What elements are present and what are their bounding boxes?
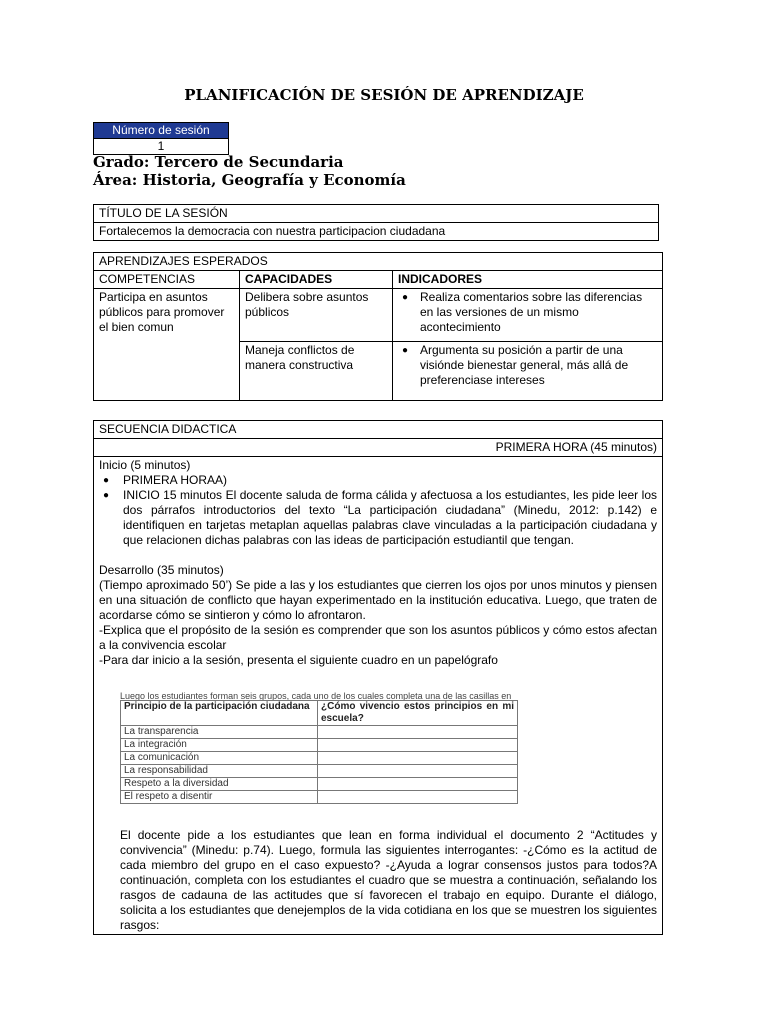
inicio-heading: Inicio (5 minutos)	[99, 458, 191, 472]
col-capacidades: CAPACIDADES	[240, 271, 393, 289]
session-title-header: TÍTULO DE LA SESIÓN	[94, 205, 659, 223]
secuencia-table	[93, 420, 663, 935]
list-item: ● INICIO 15 minutos El docente saluda de forma cálida y afectuosa a los estudiantes, les pide leer los dos párrafos introductorios del texto “La participación ciudadana” (Minedu, 2012: p.142) e identifiquen en tarjetas metaplan aquellas palabras clave vinculadas a la participación ciudadana y que relacionen dichas palabras con las ideas de participación estudiantil que tengan.	[123, 488, 657, 548]
page-title: PLANIFICACIÓN DE SESIÓN DE APRENDIZAJE	[184, 86, 584, 104]
aprendizajes-header: APRENDIZAJES ESPERADOS	[94, 253, 663, 271]
competencia-cell: Participa en asuntos públicos para promover el bien comun	[94, 289, 240, 401]
session-number-box	[93, 122, 229, 155]
paragraph: -Para dar inicio a la sesión, presenta el siguiente cuadro en un papelógrafo	[99, 653, 498, 667]
principios-col1: Principio de la participación ciudadana	[121, 701, 318, 726]
indicador-cell	[393, 289, 663, 342]
embedded-caption-cut: Luego los estudiantes forman seis grupos, cada uno de los cuales completa una de las casillas en	[120, 692, 512, 700]
indicador-item: ● Argumenta su posición a partir de una visiónde bienestar general, más allá de preferenciase intereses	[420, 343, 657, 388]
capacidad-cell: Maneja conflictos de manera constructiva	[240, 342, 393, 401]
table-row: La comunicación	[121, 752, 318, 765]
capacidad-cell: Delibera sobre asuntos públicos	[240, 289, 393, 342]
aprendizajes-table	[93, 252, 663, 401]
session-number-label: Número de sesión	[94, 123, 228, 139]
principios-table	[120, 700, 518, 804]
session-title-table	[93, 204, 659, 241]
hora-label: PRIMERA HORA (45 minutos)	[94, 439, 663, 457]
desarrollo-heading: Desarrollo (35 minutos)	[99, 563, 224, 577]
paragraph: -Explica que el propósito de la sesión es comprender que son los asuntos públicos y cómo estos afectan a la convivencia escolar	[99, 623, 657, 652]
table-row: La responsabilidad	[121, 765, 318, 778]
embedded-table-image	[120, 692, 518, 804]
grado-line: Grado: Tercero de Secundaria	[93, 153, 344, 171]
indicador-item: ● Realiza comentarios sobre las diferencias en las versiones de un mismo acontecimiento	[420, 290, 657, 335]
table-row: El respeto a disentir	[121, 791, 318, 804]
secuencia-header: SECUENCIA DIDACTICA	[94, 421, 663, 439]
table-row: Respeto a la diversidad	[121, 778, 318, 791]
session-title-value: Fortalecemos la democracia con nuestra participacion ciudadana	[94, 223, 659, 241]
session-number-value: 1	[157, 139, 165, 153]
area-line: Área: Historia, Geografía y Economía	[93, 171, 406, 189]
table-row: La transparencia	[121, 726, 318, 739]
col-competencias: COMPETENCIAS	[94, 271, 240, 289]
table-row: La integración	[121, 739, 318, 752]
paragraph: El docente pide a los estudiantes que lean en forma individual el documento 2 “Actitudes y convivencia” (Minedu: p.74). Luego, formula las siguientes interrogantes: -¿Cómo es la actitud de cada miembro del grupo en el caso expuesto? -¿Ayuda a lograr consensos justos para todos?A continuación, completa con los estudiantes el cuadro que se muestra a continuación, señalando los rasgos de cadauna de las actitudes que sí favorecen el trabajo en equipo. Durante el diálogo, solicita a los estudiantes que denejemplos de la vida cotidiana en los que se muestren los siguientes rasgos:	[120, 828, 657, 932]
paragraph: (Tiempo aproximado 50’) Se pide a las y los estudiantes que cierren los ojos por unos minutos y piensen en una situación de conflicto que hayan experimentado en la institución educativa. Luego, que traten de acordarse cómo se sintieron y cómo lo afrontaron.	[99, 578, 657, 622]
principios-col2: ¿Cómo vivencio estos principios en mi escuela?	[318, 701, 518, 726]
indicador-cell	[393, 342, 663, 401]
col-indicadores: INDICADORES	[393, 271, 663, 289]
inicio-list	[99, 473, 657, 548]
secuencia-body	[94, 457, 663, 935]
list-item: ● PRIMERA HORAA)	[123, 473, 657, 488]
